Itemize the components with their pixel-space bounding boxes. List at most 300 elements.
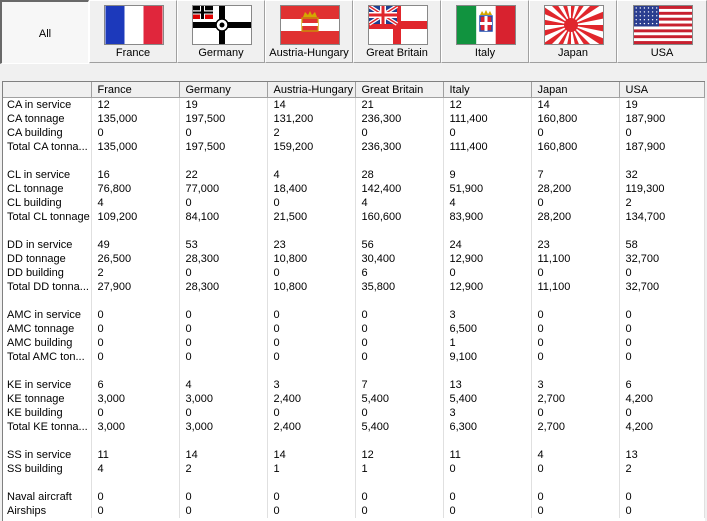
table-cell: 0 xyxy=(443,126,531,140)
table-cell: 3,000 xyxy=(91,392,179,406)
table-cell: 30,400 xyxy=(355,252,443,266)
table-row[interactable] xyxy=(3,98,704,113)
table-cell: 19 xyxy=(179,98,267,113)
column-header-italy[interactable]: Italy xyxy=(443,82,531,98)
table-cell: 236,300 xyxy=(355,140,443,154)
table-cell xyxy=(267,434,355,448)
table-cell: 5,400 xyxy=(355,392,443,406)
table-cell xyxy=(267,154,355,168)
table-cell: 0 xyxy=(179,196,267,210)
table-cell: 0 xyxy=(355,490,443,504)
table-cell: 24 xyxy=(443,238,531,252)
tab-label: France xyxy=(115,47,151,59)
table-row[interactable] xyxy=(3,322,704,336)
table-row[interactable] xyxy=(3,168,704,182)
table-cell: 2 xyxy=(179,462,267,476)
table-cell xyxy=(619,224,704,238)
naval-stats-grid[interactable] xyxy=(2,81,705,521)
table-cell: 11 xyxy=(91,448,179,462)
table-cell: 0 xyxy=(531,308,619,322)
table-cell xyxy=(355,294,443,308)
table-cell: 4,200 xyxy=(619,392,704,406)
table-cell: 0 xyxy=(91,322,179,336)
table-cell xyxy=(179,364,267,378)
table-cell: 0 xyxy=(619,322,704,336)
table-cell: 11 xyxy=(443,448,531,462)
table-cell: 0 xyxy=(267,406,355,420)
table-cell: 0 xyxy=(91,308,179,322)
table-cell: 0 xyxy=(531,336,619,350)
table-cell: 23 xyxy=(531,238,619,252)
table-cell: 19 xyxy=(619,98,704,113)
table-cell: 0 xyxy=(179,490,267,504)
table-cell xyxy=(443,476,531,490)
table-cell: 135,000 xyxy=(91,140,179,154)
table-cell xyxy=(267,476,355,490)
table-cell: 12,900 xyxy=(443,252,531,266)
row-label xyxy=(3,364,91,378)
row-label xyxy=(3,294,91,308)
row-label: SS building xyxy=(3,462,91,476)
table-cell: 0 xyxy=(91,336,179,350)
table-cell: 6,500 xyxy=(443,322,531,336)
row-label: Total CL tonnage xyxy=(3,210,91,224)
table-cell: 0 xyxy=(179,350,267,364)
table-row[interactable] xyxy=(3,126,704,140)
table-cell: 0 xyxy=(267,490,355,504)
row-label: Naval aircraft xyxy=(3,490,91,504)
table-cell: 12 xyxy=(443,98,531,113)
table-cell xyxy=(531,434,619,448)
table-cell: 0 xyxy=(619,350,704,364)
table-cell: 9 xyxy=(443,168,531,182)
naval-stats-table xyxy=(3,82,705,518)
row-label: CA in service xyxy=(3,98,91,113)
table-cell: 3 xyxy=(531,378,619,392)
table-cell xyxy=(179,476,267,490)
table-cell xyxy=(355,154,443,168)
table-cell: 0 xyxy=(355,504,443,518)
tab-italy[interactable] xyxy=(441,0,529,63)
table-cell xyxy=(267,224,355,238)
table-cell: 28,300 xyxy=(179,280,267,294)
row-label: AMC in service xyxy=(3,308,91,322)
table-cell: 0 xyxy=(91,504,179,518)
table-cell: 22 xyxy=(179,168,267,182)
table-cell: 4 xyxy=(91,196,179,210)
table-cell: 160,800 xyxy=(531,140,619,154)
table-cell: 14 xyxy=(179,448,267,462)
table-cell: 0 xyxy=(355,322,443,336)
table-cell: 2 xyxy=(91,266,179,280)
tab-label: Germany xyxy=(198,47,244,59)
table-cell: 16 xyxy=(91,168,179,182)
row-label: CA tonnage xyxy=(3,112,91,126)
table-cell: 0 xyxy=(531,196,619,210)
table-cell: 0 xyxy=(267,350,355,364)
table-cell: 76,800 xyxy=(91,182,179,196)
table-cell xyxy=(531,476,619,490)
table-cell: 14 xyxy=(267,448,355,462)
column-header-corner xyxy=(3,82,91,98)
table-cell: 2,700 xyxy=(531,392,619,406)
table-cell: 12,900 xyxy=(443,280,531,294)
table-cell: 53 xyxy=(179,238,267,252)
table-cell: 7 xyxy=(355,378,443,392)
table-cell: 0 xyxy=(355,126,443,140)
table-cell: 3 xyxy=(443,406,531,420)
table-cell: 28,200 xyxy=(531,210,619,224)
table-row[interactable] xyxy=(3,462,704,476)
tab-germany[interactable] xyxy=(177,0,265,63)
table-row[interactable] xyxy=(3,154,704,168)
column-header-germany[interactable]: Germany xyxy=(179,82,267,98)
table-cell xyxy=(355,434,443,448)
france-flag-icon xyxy=(104,5,164,45)
table-cell: 135,000 xyxy=(91,112,179,126)
table-cell xyxy=(355,224,443,238)
table-cell xyxy=(267,364,355,378)
table-cell: 0 xyxy=(179,266,267,280)
table-cell: 56 xyxy=(355,238,443,252)
table-cell: 3,000 xyxy=(91,420,179,434)
column-header-austria-hungary[interactable]: Austria-Hungary xyxy=(267,82,355,98)
german-imperial-naval-ensign-icon xyxy=(192,5,252,45)
table-cell: 4 xyxy=(267,168,355,182)
table-cell xyxy=(179,294,267,308)
table-cell: 0 xyxy=(91,126,179,140)
table-cell xyxy=(355,364,443,378)
table-row[interactable] xyxy=(3,476,704,490)
table-cell: 0 xyxy=(179,308,267,322)
table-cell: 0 xyxy=(443,490,531,504)
row-label xyxy=(3,476,91,490)
table-cell: 119,300 xyxy=(619,182,704,196)
row-label: Total DD tonna... xyxy=(3,280,91,294)
table-cell: 0 xyxy=(619,126,704,140)
tab-label: All xyxy=(38,28,52,40)
table-cell: 10,800 xyxy=(267,280,355,294)
table-cell: 28,300 xyxy=(179,252,267,266)
table-cell: 32 xyxy=(619,168,704,182)
table-cell: 18,400 xyxy=(267,182,355,196)
table-cell: 131,200 xyxy=(267,112,355,126)
table-cell xyxy=(91,476,179,490)
tab-label: Japan xyxy=(558,47,588,59)
table-cell: 160,600 xyxy=(355,210,443,224)
table-cell: 0 xyxy=(531,322,619,336)
table-row[interactable] xyxy=(3,406,704,420)
table-cell: 14 xyxy=(531,98,619,113)
table-cell: 0 xyxy=(267,504,355,518)
table-cell: 0 xyxy=(91,406,179,420)
row-label: Airships xyxy=(3,504,91,518)
header-row xyxy=(3,82,704,98)
table-cell: 0 xyxy=(619,308,704,322)
row-label xyxy=(3,434,91,448)
table-cell: 236,300 xyxy=(355,112,443,126)
table-row[interactable] xyxy=(3,224,704,238)
table-row[interactable] xyxy=(3,140,704,154)
table-cell: 4 xyxy=(179,378,267,392)
table-row[interactable] xyxy=(3,294,704,308)
table-cell: 197,500 xyxy=(179,112,267,126)
table-cell: 0 xyxy=(267,266,355,280)
table-cell: 32,700 xyxy=(619,280,704,294)
table-row[interactable] xyxy=(3,308,704,322)
table-cell: 160,800 xyxy=(531,112,619,126)
table-cell: 2,400 xyxy=(267,392,355,406)
table-cell: 0 xyxy=(179,336,267,350)
nation-tab-bar xyxy=(0,0,707,65)
table-row[interactable] xyxy=(3,196,704,210)
table-cell: 0 xyxy=(267,308,355,322)
row-label: DD tonnage xyxy=(3,252,91,266)
table-cell: 3,000 xyxy=(179,420,267,434)
table-cell xyxy=(531,224,619,238)
table-cell: 2 xyxy=(619,196,704,210)
table-cell: 0 xyxy=(531,406,619,420)
table-cell: 0 xyxy=(531,490,619,504)
table-cell xyxy=(179,224,267,238)
table-cell: 0 xyxy=(267,196,355,210)
row-label: AMC tonnage xyxy=(3,322,91,336)
table-cell: 0 xyxy=(355,350,443,364)
table-cell: 14 xyxy=(267,98,355,113)
row-label: DD building xyxy=(3,266,91,280)
table-cell xyxy=(619,364,704,378)
table-cell: 21 xyxy=(355,98,443,113)
italy-flag-icon xyxy=(456,5,516,45)
table-cell: 2,700 xyxy=(531,420,619,434)
table-cell: 27,900 xyxy=(91,280,179,294)
usa-flag-icon xyxy=(633,5,693,45)
table-cell: 2,400 xyxy=(267,420,355,434)
table-cell: 35,800 xyxy=(355,280,443,294)
table-cell: 0 xyxy=(619,490,704,504)
column-header-japan[interactable]: Japan xyxy=(531,82,619,98)
table-cell: 83,900 xyxy=(443,210,531,224)
table-row[interactable] xyxy=(3,210,704,224)
table-row[interactable] xyxy=(3,182,704,196)
row-label: Total AMC ton... xyxy=(3,350,91,364)
row-label xyxy=(3,224,91,238)
table-row[interactable] xyxy=(3,252,704,266)
table-row[interactable] xyxy=(3,238,704,252)
table-cell xyxy=(91,224,179,238)
row-label: CL in service xyxy=(3,168,91,182)
table-cell: 0 xyxy=(267,336,355,350)
table-row[interactable] xyxy=(3,280,704,294)
table-cell: 2 xyxy=(267,126,355,140)
table-cell: 10,800 xyxy=(267,252,355,266)
table-cell: 142,400 xyxy=(355,182,443,196)
table-cell: 6 xyxy=(91,378,179,392)
table-cell: 6 xyxy=(619,378,704,392)
table-cell: 1 xyxy=(267,462,355,476)
table-row[interactable] xyxy=(3,434,704,448)
table-cell: 0 xyxy=(355,308,443,322)
british-white-ensign-icon xyxy=(368,5,428,45)
table-cell: 13 xyxy=(619,448,704,462)
table-cell: 0 xyxy=(355,336,443,350)
table-row[interactable] xyxy=(3,504,704,518)
table-cell: 4 xyxy=(531,448,619,462)
japan-rising-sun-icon xyxy=(544,5,604,45)
table-cell: 0 xyxy=(531,126,619,140)
table-cell: 0 xyxy=(619,406,704,420)
table-cell: 0 xyxy=(619,266,704,280)
table-cell: 0 xyxy=(619,504,704,518)
table-cell: 6,300 xyxy=(443,420,531,434)
row-label: Total KE tonna... xyxy=(3,420,91,434)
table-cell: 51,900 xyxy=(443,182,531,196)
table-cell: 0 xyxy=(91,350,179,364)
table-row[interactable] xyxy=(3,350,704,364)
table-row[interactable] xyxy=(3,266,704,280)
column-header-france[interactable]: France xyxy=(91,82,179,98)
table-cell: 0 xyxy=(91,490,179,504)
table-row[interactable] xyxy=(3,112,704,126)
table-row[interactable] xyxy=(3,448,704,462)
table-cell: 0 xyxy=(179,504,267,518)
table-cell: 1 xyxy=(355,462,443,476)
table-cell xyxy=(619,294,704,308)
tab-label: USA xyxy=(650,47,674,59)
tab-all[interactable] xyxy=(0,0,89,64)
row-label: CL building xyxy=(3,196,91,210)
table-row[interactable] xyxy=(3,378,704,392)
table-cell: 12 xyxy=(91,98,179,113)
table-cell xyxy=(619,154,704,168)
table-cell: 0 xyxy=(179,322,267,336)
table-cell xyxy=(267,294,355,308)
table-cell: 0 xyxy=(443,462,531,476)
table-cell: 159,200 xyxy=(267,140,355,154)
table-cell: 26,500 xyxy=(91,252,179,266)
table-cell: 4,200 xyxy=(619,420,704,434)
table-cell: 9,100 xyxy=(443,350,531,364)
table-cell: 58 xyxy=(619,238,704,252)
tab-label: Great Britain xyxy=(366,47,428,59)
table-cell: 32,700 xyxy=(619,252,704,266)
table-cell: 11,100 xyxy=(531,280,619,294)
table-cell: 0 xyxy=(355,406,443,420)
row-label: AMC building xyxy=(3,336,91,350)
table-cell xyxy=(531,364,619,378)
table-cell: 3 xyxy=(443,308,531,322)
table-cell: 28 xyxy=(355,168,443,182)
table-cell: 197,500 xyxy=(179,140,267,154)
tab-label: Italy xyxy=(474,47,496,59)
austria-hungary-ensign-icon xyxy=(280,5,340,45)
table-cell: 0 xyxy=(531,504,619,518)
table-cell: 6 xyxy=(355,266,443,280)
table-cell: 0 xyxy=(531,462,619,476)
table-cell: 4 xyxy=(355,196,443,210)
table-cell: 84,100 xyxy=(179,210,267,224)
tab-austria-hungary[interactable] xyxy=(265,0,353,63)
table-cell: 21,500 xyxy=(267,210,355,224)
table-cell xyxy=(443,364,531,378)
table-cell: 28,200 xyxy=(531,182,619,196)
table-cell: 12 xyxy=(355,448,443,462)
row-label: SS in service xyxy=(3,448,91,462)
table-cell: 5,400 xyxy=(443,392,531,406)
row-label: KE tonnage xyxy=(3,392,91,406)
table-cell: 109,200 xyxy=(91,210,179,224)
table-cell xyxy=(619,476,704,490)
table-cell xyxy=(443,224,531,238)
table-cell: 23 xyxy=(267,238,355,252)
tab-france[interactable] xyxy=(89,0,177,63)
table-row[interactable] xyxy=(3,490,704,504)
table-cell xyxy=(443,434,531,448)
table-cell: 0 xyxy=(443,504,531,518)
table-cell: 4 xyxy=(91,462,179,476)
table-cell: 11,100 xyxy=(531,252,619,266)
table-cell: 3 xyxy=(267,378,355,392)
table-row[interactable] xyxy=(3,364,704,378)
table-row[interactable] xyxy=(3,420,704,434)
row-label: DD in service xyxy=(3,238,91,252)
tab-label: Austria-Hungary xyxy=(269,47,349,59)
table-cell: 0 xyxy=(531,266,619,280)
row-label: KE building xyxy=(3,406,91,420)
tab-japan[interactable] xyxy=(529,0,617,63)
table-cell xyxy=(443,154,531,168)
table-cell: 0 xyxy=(267,322,355,336)
table-cell: 0 xyxy=(179,126,267,140)
table-cell: 77,000 xyxy=(179,182,267,196)
tab-great-britain[interactable] xyxy=(353,0,441,63)
table-cell xyxy=(531,154,619,168)
table-cell: 111,400 xyxy=(443,140,531,154)
table-cell: 187,900 xyxy=(619,112,704,126)
row-label: CL tonnage xyxy=(3,182,91,196)
table-cell xyxy=(443,294,531,308)
table-cell: 0 xyxy=(531,350,619,364)
table-cell: 4 xyxy=(443,196,531,210)
table-cell: 49 xyxy=(91,238,179,252)
column-header-great-britain[interactable]: Great Britain xyxy=(355,82,443,98)
tab-usa[interactable] xyxy=(617,0,707,63)
table-row[interactable] xyxy=(3,336,704,350)
table-cell xyxy=(179,434,267,448)
table-cell: 134,700 xyxy=(619,210,704,224)
table-cell xyxy=(619,434,704,448)
table-cell: 5,400 xyxy=(355,420,443,434)
table-cell xyxy=(91,364,179,378)
table-cell xyxy=(355,476,443,490)
table-cell: 111,400 xyxy=(443,112,531,126)
table-cell: 2 xyxy=(619,462,704,476)
table-cell: 187,900 xyxy=(619,140,704,154)
table-cell: 0 xyxy=(619,336,704,350)
table-cell xyxy=(91,294,179,308)
table-cell xyxy=(179,154,267,168)
table-cell xyxy=(91,434,179,448)
table-cell: 0 xyxy=(179,406,267,420)
table-cell: 1 xyxy=(443,336,531,350)
table-row[interactable] xyxy=(3,392,704,406)
row-label xyxy=(3,154,91,168)
table-cell: 3,000 xyxy=(179,392,267,406)
row-label: KE in service xyxy=(3,378,91,392)
table-cell: 0 xyxy=(443,266,531,280)
row-label: CA building xyxy=(3,126,91,140)
column-header-usa[interactable]: USA xyxy=(619,82,704,98)
